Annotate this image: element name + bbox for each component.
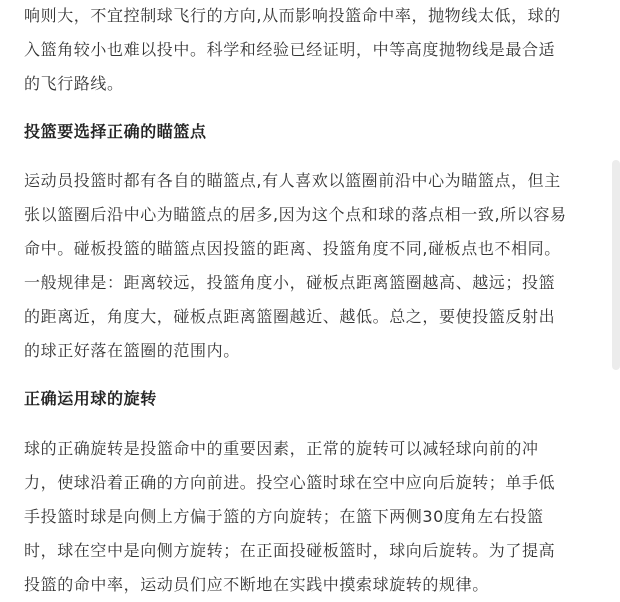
- paragraph-aim-point: [24, 164, 567, 368]
- text-line: 张以篮圈后沿中心为瞄篮点的居多,因为这个点和球的落点相一致,所以容易: [24, 205, 567, 224]
- text-line: 命中。碰板投篮的瞄篮点因投篮的距离、投篮角度不同,碰板点也不相同。: [24, 239, 561, 258]
- paragraph-trajectory: [24, 0, 561, 101]
- section-heading-aim-point: 投篮要选择正确的瞄篮点: [24, 122, 207, 141]
- text-line: 的飞行路线。: [24, 74, 124, 93]
- text-line: 响则大，不宜控制球飞行的方向,从而影响投篮命中率，抛物线太低，球的: [24, 6, 561, 25]
- text-line: 手投篮时球是向侧上方偏于篮的方向旋转；在篮下两侧30度角左右投篮: [24, 507, 544, 526]
- scrollbar-thumb[interactable]: [612, 160, 620, 370]
- text-line: 投篮的命中率，运动员们应不断地在实践中摸索球旋转的规律。: [24, 575, 489, 594]
- text-line: 入篮角较小也难以投中。科学和经验已经证明，中等高度抛物线是最合适: [24, 40, 556, 59]
- text-line: 运动员投篮时都有各自的瞄篮点,有人喜欢以篮圈前沿中心为瞄篮点，但主: [24, 171, 561, 190]
- section-heading-ball-spin: 正确运用球的旋转: [24, 389, 157, 408]
- text-line: 的球正好落在篮圈的范围内。: [24, 341, 240, 360]
- text-line: 时，球在空中是向侧方旋转；在正面投碰板篮时，球向后旋转。为了提高: [24, 541, 556, 560]
- text-line: 力，使球沿着正确的方向前进。投空心篮时球在空中应向后旋转；单手低: [24, 473, 556, 492]
- text-line: 球的正确旋转是投篮命中的重要因素，正常的旋转可以减轻球向前的冲: [24, 439, 539, 458]
- text-line: 一般规律是：距离较远，投篮角度小，碰板点距离篮圈越高、越远；投篮: [24, 273, 556, 292]
- paragraph-ball-spin: [24, 432, 555, 602]
- text-line: 的距离近，角度大，碰板点距离篮圈越近、越低。总之，要使投篮反射出: [24, 307, 556, 326]
